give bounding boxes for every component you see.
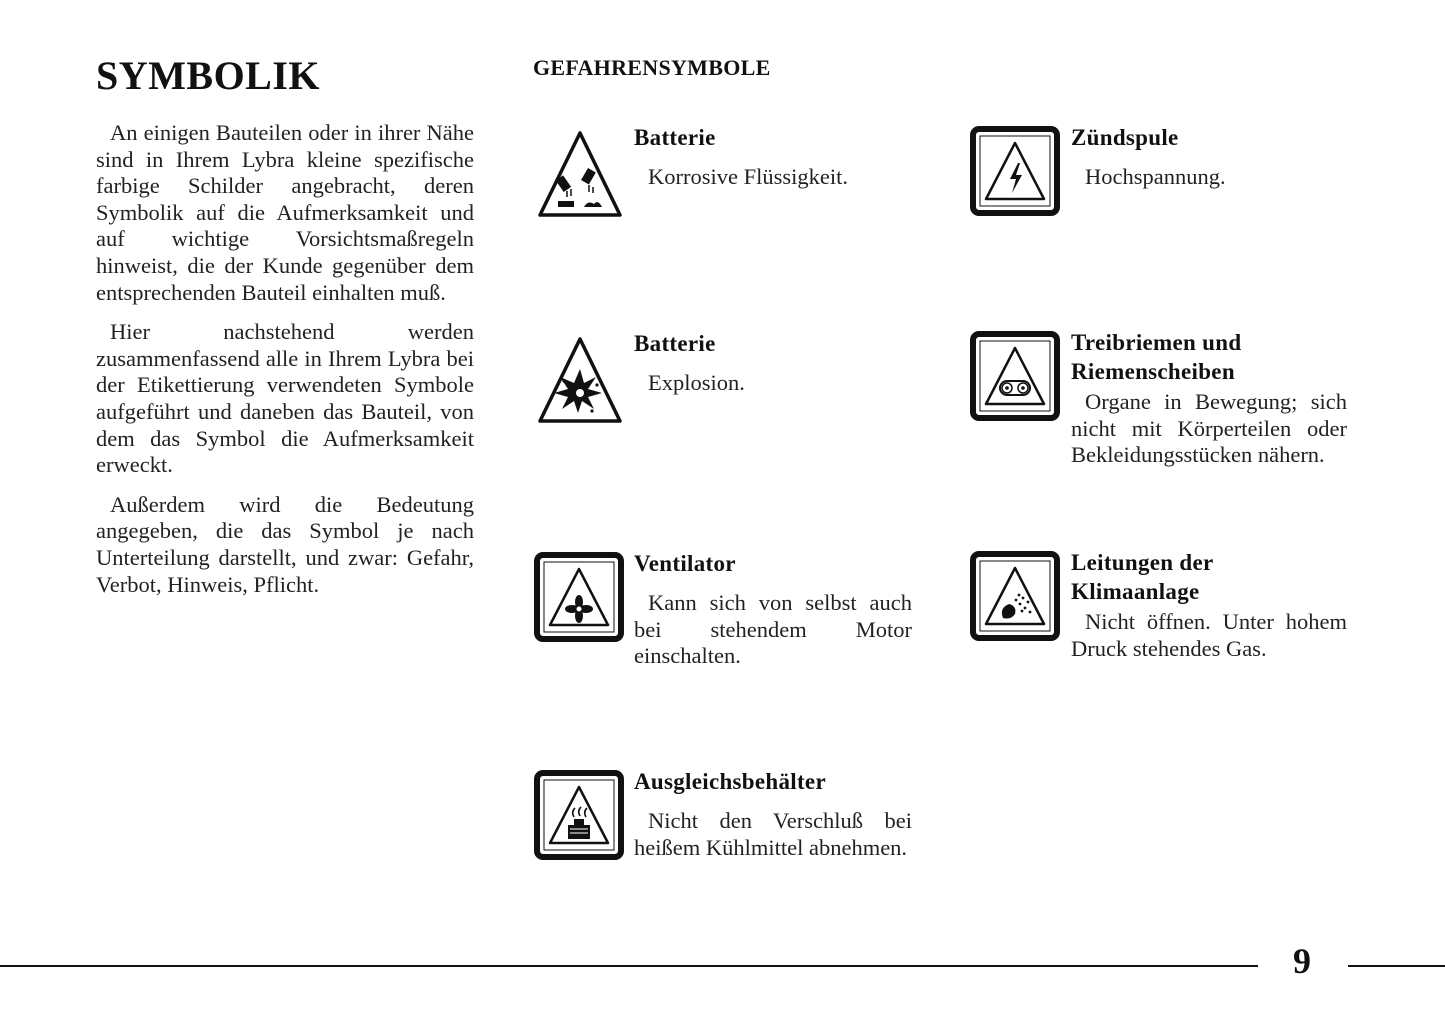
symbol-title: Batterie	[634, 125, 716, 150]
intro-paragraph: Außerdem wird die Bedeutung angegeben, die das Symbol je nach Unterteilung darstellt, und zwar: Gefahr, Verbot, Hinweis, Pflicht.	[96, 491, 474, 597]
symbol-title: Zündspule	[1071, 125, 1179, 150]
page-number: 9	[1293, 941, 1311, 981]
symbol-description: Hochspannung.	[1085, 164, 1226, 189]
symbol-title: Ventilator	[634, 551, 736, 576]
symbol-ignition-coil	[970, 123, 1350, 223]
symbol-title: Ausgleichsbehälter	[634, 769, 826, 794]
explosion-icon	[534, 329, 626, 425]
symbol-title: Treibriemen und Riemenscheiben	[1071, 330, 1242, 384]
intro-paragraph: Hier nachstehend werden zusammenfassend alle in Ihrem Lybra bei der Etikettierung verwendeten Symbole aufgeführt und daneben das Bauteil, von dem das Symbol die Aufmerksamkeit erweckt.	[96, 319, 474, 478]
symbol-description: Kann sich von selbst auch bei stehendem Motor einschalten.	[634, 590, 912, 669]
fan-icon	[534, 549, 624, 643]
symbol-belt-pulleys	[970, 328, 1350, 508]
symbol-battery-corrosive	[534, 123, 914, 223]
footer-rule-right	[1348, 965, 1445, 967]
symbol-expansion-tank	[534, 767, 914, 897]
symbol-ac-lines	[970, 548, 1350, 678]
symbol-fan	[534, 549, 914, 679]
intro-paragraph: An einigen Bauteilen oder in ihrer Nähe sind in Ihrem Lybra kleine spezifische farbige Schilder angebracht, deren Symbolik auf die Aufmerksamkeit und auf wichtige Vorsichtsmaßregeln hinweist, die der Kunde gegenüber dem entsprechenden Bauteil einhalten muß.	[96, 120, 474, 305]
symbol-title: Leitungen der Klimaanlage	[1071, 550, 1214, 604]
belt-pulley-icon	[970, 328, 1060, 422]
symbol-battery-explosion	[534, 329, 914, 429]
symbol-description: Explosion.	[648, 370, 745, 395]
symbol-description: Nicht den Verschluß bei heißem Kühlmittel abnehmen.	[634, 808, 912, 860]
symbol-title: Batterie	[634, 331, 716, 356]
expansion-tank-icon	[534, 767, 624, 861]
corrosive-icon	[534, 123, 626, 219]
section-title: GEFAHRENSYMBOLE	[533, 55, 771, 80]
intro-text	[96, 120, 474, 611]
symbol-description: Korrosive Flüssigkeit.	[648, 164, 848, 189]
symbol-description: Nicht öffnen. Unter hohem Druck stehendes Gas.	[1071, 609, 1347, 661]
footer-rule-left	[0, 965, 1258, 967]
high-voltage-icon	[970, 123, 1060, 217]
page-title: SYMBOLIK	[96, 53, 321, 98]
pressurized-gas-icon	[970, 548, 1060, 642]
symbol-description: Organe in Bewegung; sich nicht mit Körperteilen oder Bekleidungsstücken nähern.	[1071, 389, 1347, 468]
